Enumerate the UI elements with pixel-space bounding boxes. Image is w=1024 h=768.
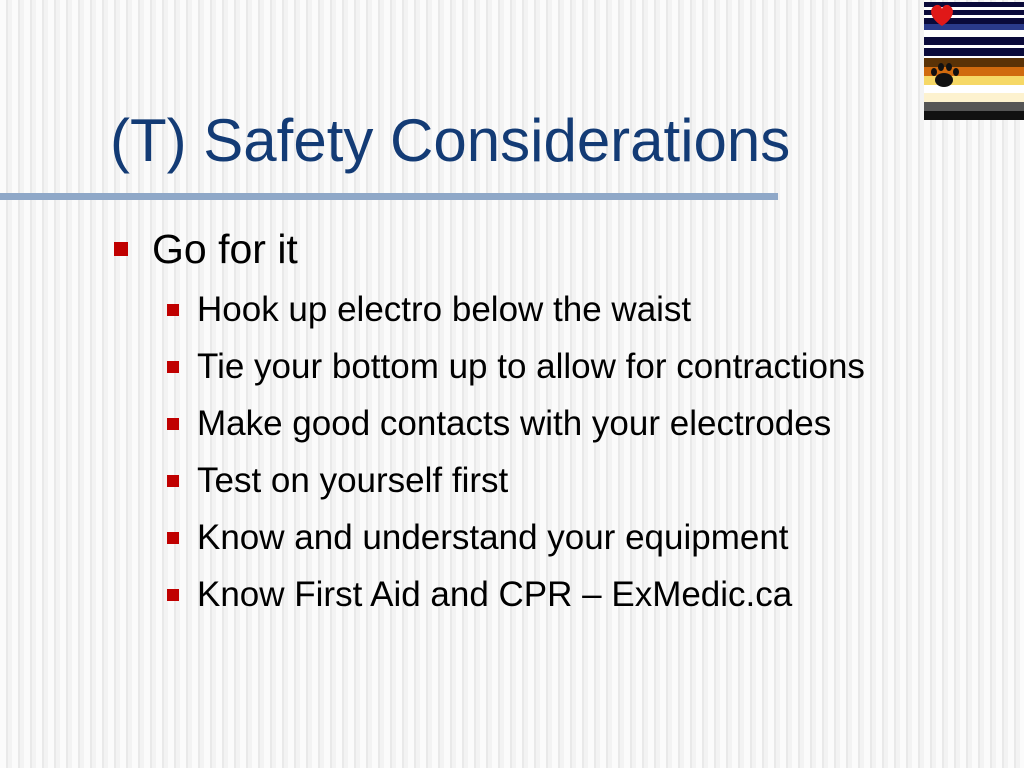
sub-bullet-text: Hook up electro below the waist [197, 290, 692, 329]
bear-pride-flag-icon [924, 58, 1024, 120]
bullet-square-icon [167, 418, 179, 430]
bullet-item [114, 224, 298, 274]
sub-bullet-text: Test on yourself first [197, 461, 509, 500]
bullet-square-icon [167, 475, 179, 487]
leather-pride-flag-icon [924, 2, 1024, 56]
bullet-square-icon [114, 242, 128, 256]
sub-bullet-item [167, 288, 691, 332]
sub-bullet-text: Know and understand your equipment [197, 518, 789, 557]
sub-bullet-item [167, 459, 508, 503]
bullet-text: Go for it [152, 225, 298, 272]
pride-flags-graphic [924, 2, 1024, 120]
bullet-square-icon [167, 361, 179, 373]
title-divider [0, 193, 778, 200]
flag-logo [924, 2, 1024, 120]
sub-bullet-item [167, 345, 865, 389]
sub-bullet-item [167, 516, 789, 560]
sub-bullet-text: Make good contacts with your electrodes [197, 404, 832, 443]
bullet-square-icon [167, 532, 179, 544]
bullet-square-icon [167, 304, 179, 316]
sub-bullet-item [167, 402, 831, 446]
sub-bullet-text: Tie your bottom up to allow for contractions [197, 347, 865, 386]
bullet-square-icon [167, 589, 179, 601]
slide-title: (T) Safety Considerations [110, 107, 791, 174]
sub-bullet-item [167, 573, 792, 617]
sub-bullet-text: Know First Aid and CPR – ExMedic.ca [197, 575, 793, 614]
